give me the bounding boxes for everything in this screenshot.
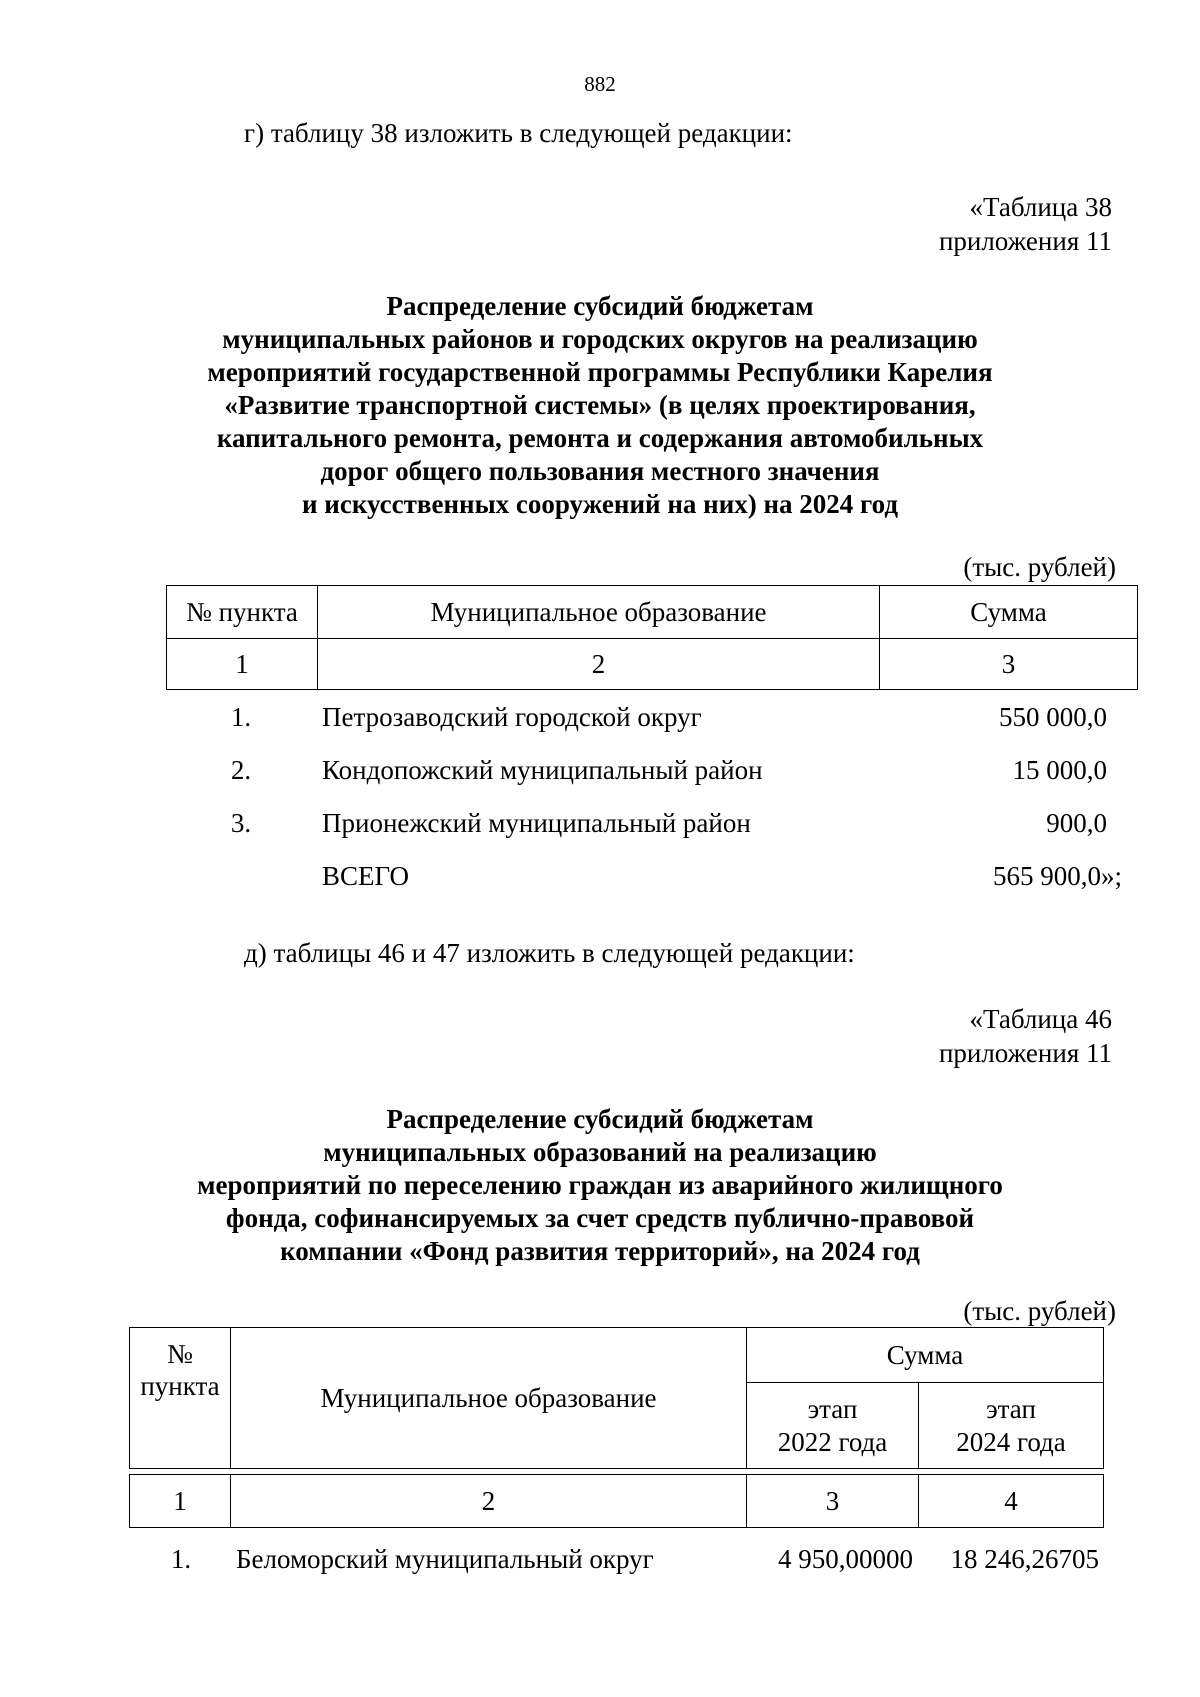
col-number: 2 — [318, 639, 880, 690]
title-line: Распределение субсидий бюджетам — [386, 1104, 814, 1134]
row-amount: 550 000,0 — [999, 702, 1107, 732]
col-header-number: № пункта — [167, 586, 318, 639]
row-municipality: Прионежский муниципальный район — [322, 808, 751, 838]
title-line: муниципальных образований на реализацию — [323, 1137, 877, 1167]
title-line: дорог общего пользования местного значения — [320, 456, 880, 486]
row-amount: 15 000,0 — [1012, 755, 1107, 785]
col-number: 4 — [919, 1475, 1104, 1528]
section-d-table-reference — [939, 1002, 1112, 1070]
col-header-stage-2024: этап 2024 года — [919, 1383, 1104, 1469]
col-number: 2 — [231, 1475, 747, 1528]
total-amount: 565 900,0»; — [993, 861, 1123, 891]
title-line: капитального ремонта, ремонта и содержания автомобильных — [216, 423, 984, 453]
row-number: 3. — [230, 808, 252, 838]
row-number: 2. — [230, 755, 252, 785]
section-g-intro: г) таблицу 38 изложить в следующей редакции: — [244, 118, 793, 148]
section-g-table-reference — [939, 190, 1112, 258]
title-line: Распределение субсидий бюджетам — [386, 291, 814, 321]
col-number: 1 — [167, 639, 318, 690]
section-d-intro: д) таблицы 46 и 47 изложить в следующей редакции: — [244, 938, 855, 968]
appendix-ref-line: приложения 11 — [938, 1038, 1112, 1068]
row-stage-2024: 18 246,26705 — [950, 1544, 1099, 1574]
title-line: фонда, софинансируемых за счет средств публично-правовой — [225, 1203, 975, 1233]
title-line: и искусственных сооружений на них) на 2024 год — [301, 489, 899, 519]
section-d-units: (тыс. рублей) — [963, 1296, 1116, 1326]
col-header-number: № пункта — [130, 1328, 231, 1469]
table-46-header — [129, 1327, 1104, 1469]
col-number: 1 — [130, 1475, 231, 1528]
total-label: ВСЕГО — [322, 861, 409, 891]
col-header-stage-2022: этап 2022 года — [747, 1383, 919, 1469]
header-row — [167, 586, 1138, 639]
col-number: 3 — [747, 1475, 919, 1528]
table-ref-line: «Таблица 38 — [969, 192, 1112, 222]
title-line: «Развитие транспортной системы» (в целях проектирования, — [224, 390, 976, 420]
title-line: мероприятий государственной программы Республики Карелия — [207, 357, 993, 387]
col-header-municipality: Муниципальное образование — [231, 1328, 747, 1469]
col-header-municipality: Муниципальное образование — [318, 586, 880, 639]
col-number: 3 — [880, 639, 1138, 690]
section-g-title — [0, 290, 1200, 521]
column-numbers-row — [167, 639, 1138, 690]
title-line: мероприятий по переселению граждан из аварийного жилищного — [197, 1170, 1003, 1200]
row-amount: 900,0 — [1046, 808, 1107, 838]
page-number: 882 — [584, 72, 616, 96]
appendix-ref-line: приложения 11 — [938, 226, 1112, 256]
title-line: муниципальных районов и городских округов на реализацию — [222, 324, 978, 354]
row-number: 1. — [230, 702, 252, 732]
col-header-amount: Сумма — [880, 586, 1138, 639]
col-header-sum: Сумма — [747, 1328, 1104, 1383]
row-municipality: Петрозаводский городской округ — [322, 702, 702, 732]
row-stage-2022: 4 950,00000 — [778, 1544, 913, 1574]
row-number: 1. — [170, 1544, 192, 1574]
table-38-header — [166, 585, 1138, 690]
table-46-column-numbers — [129, 1474, 1104, 1528]
row-municipality: Беломорский муниципальный округ — [236, 1544, 654, 1574]
section-d-title — [0, 1103, 1200, 1268]
table-ref-line: «Таблица 46 — [969, 1004, 1112, 1034]
row-municipality: Кондопожский муниципальный район — [322, 755, 763, 785]
section-g-units: (тыс. рублей) — [963, 552, 1116, 582]
title-line: компании «Фонд развития территорий», на 2024 год — [280, 1236, 920, 1266]
